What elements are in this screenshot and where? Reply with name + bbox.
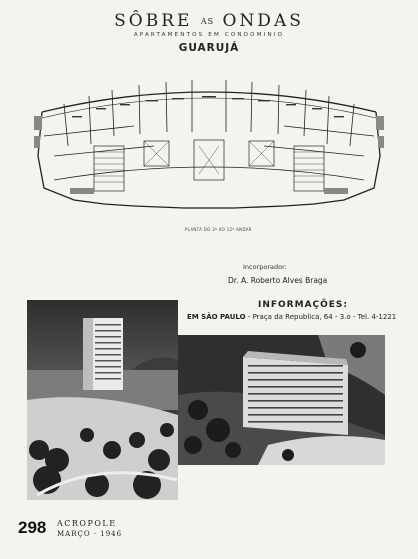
city-heading: GUARUJÁ [178, 42, 240, 54]
info-city: EM SÃO PAULO [187, 313, 246, 321]
page-number: 298 [18, 518, 47, 537]
info-title: INFORMAÇÕES: [258, 300, 349, 310]
title-left: SÔBRE [114, 11, 193, 31]
model-photo-slab [178, 335, 385, 465]
floor-plan-drawing [34, 76, 384, 216]
info-address: - Praça da Republica, 64 - 3.o - Tel. 4-1221 [247, 313, 397, 321]
incorporator-name: Dr. A. Roberto Alves Braga [228, 276, 328, 285]
info-line [187, 313, 396, 321]
model-photo-tower [27, 300, 178, 500]
document-subtitle: APARTAMENTOS EM CONDOMINIO [133, 32, 285, 38]
journal-name: ACROPOLE [57, 519, 117, 528]
incorporator-label: Incorporador: [243, 263, 287, 271]
plan-caption: PLANTA DO 3º AO 12º ANDAR [185, 227, 252, 232]
issue-date: MARÇO · 1946 [57, 530, 123, 538]
title-right: ONDAS [222, 11, 304, 31]
title-small: AS [200, 17, 215, 26]
document-title [0, 11, 418, 31]
